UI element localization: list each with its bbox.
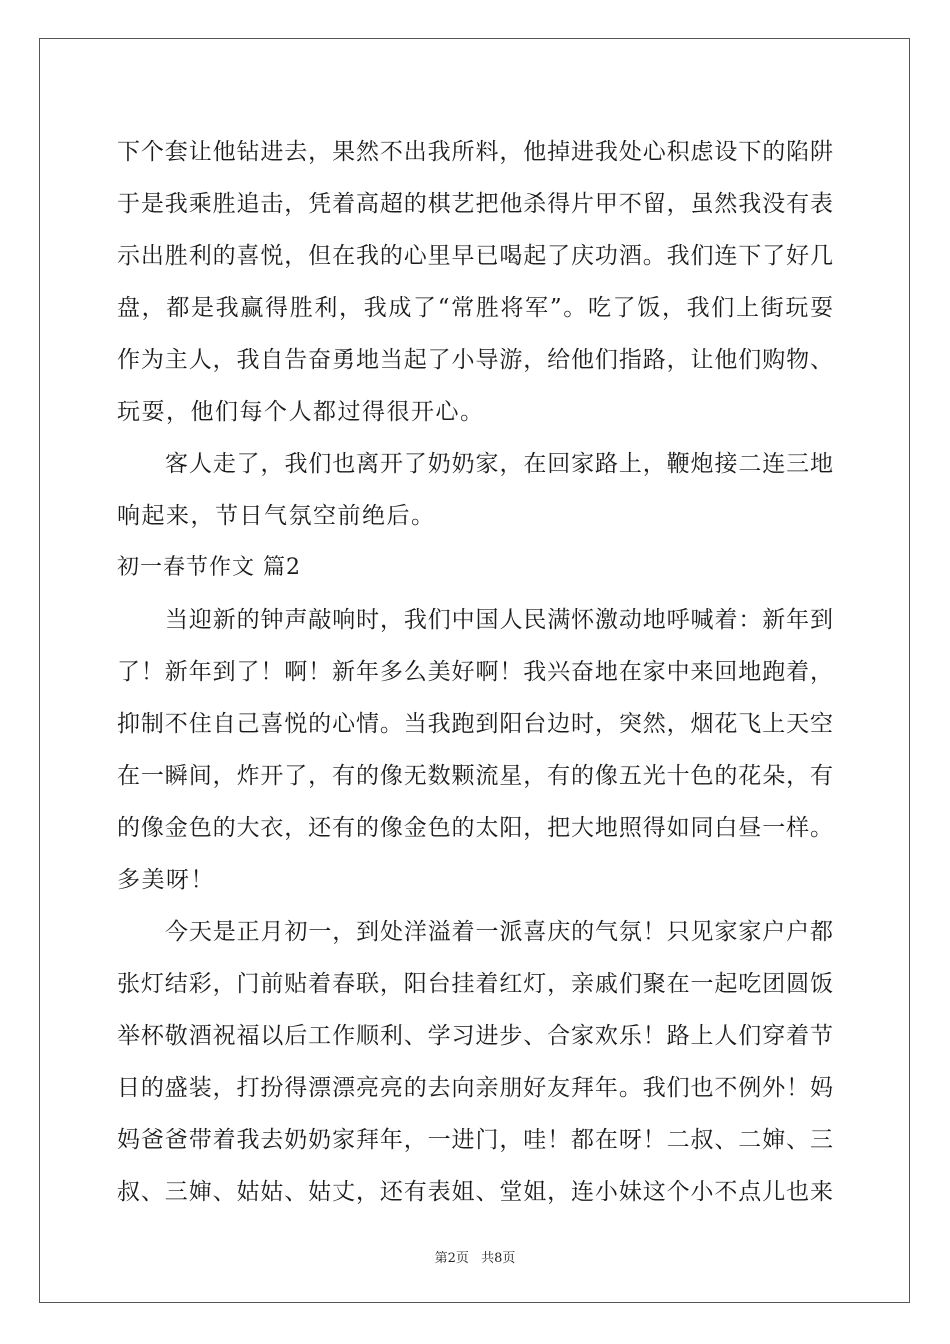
- text-line: 举杯敬酒祝福以后工作顺利、学习进步、合家欢乐！路上人们穿着节: [117, 1023, 833, 1049]
- text-line: 在一瞬间，炸开了，有的像无数颗流星，有的像五光十色的花朵，有: [117, 763, 833, 789]
- text-line: 妈爸爸带着我去奶奶家拜年，一进门，哇！都在呀！二叔、二婶、三: [117, 1127, 833, 1153]
- page-number: 第2页: [434, 1251, 469, 1266]
- text-line: 客人走了，我们也离开了奶奶家，在回家路上，鞭炮接二连三地: [165, 451, 833, 477]
- paragraph-2: [117, 438, 833, 542]
- text-line: 当迎新的钟声敲响时，我们中国人民满怀激动地呼喊着：新年到: [165, 607, 833, 633]
- text-line: 抑制不住自己喜悦的心情。当我跑到阳台边时，突然，烟花飞上天空: [117, 711, 833, 737]
- text-line: 叔、三婶、姑姑、姑丈，还有表姐、堂姐，连小妹这个小不点儿也来: [117, 1179, 833, 1205]
- text-line: 作为主人，我自告奋勇地当起了小导游，给他们指路，让他们购物、: [117, 347, 833, 373]
- page-footer: [0, 1247, 950, 1266]
- text-line: 下个套让他钻进去，果然不出我所料，他掉进我处心积虑设下的陷阱: [117, 139, 833, 165]
- page-total: 共8页: [481, 1251, 516, 1266]
- text-line: 示出胜利的喜悦，但在我的心里早已喝起了庆功酒。我们连下了好几: [117, 243, 833, 269]
- text-line: 了！新年到了！啊！新年多么美好啊！我兴奋地在家中来回地跑着，: [117, 659, 833, 685]
- text-line: 于是我乘胜追击，凭着高超的棋艺把他杀得片甲不留，虽然我没有表: [117, 191, 833, 217]
- text-line: 今天是正月初一，到处洋溢着一派喜庆的气氛！只见家家户户都: [165, 919, 833, 945]
- text-line: 张灯结彩，门前贴着春联，阳台挂着红灯，亲戚们聚在一起吃团圆饭: [117, 971, 833, 997]
- text-line: 玩耍，他们每个人都过得很开心。: [117, 399, 485, 425]
- document-body: [117, 126, 833, 1218]
- text-line: 的像金色的大衣，还有的像金色的太阳，把大地照得如同白昼一样。: [117, 815, 833, 841]
- text-line: 响起来，节日气氛空前绝后。: [117, 503, 436, 529]
- text-line: 多美呀！: [117, 867, 215, 893]
- paragraph-4: [117, 906, 833, 1218]
- paragraph-3: [117, 594, 833, 906]
- text-line: 日的盛装，打扮得漂漂亮亮的去向亲朋好友拜年。我们也不例外！妈: [117, 1075, 833, 1101]
- section-heading: 初一春节作文 篇2: [117, 555, 301, 580]
- paragraph-1: [117, 126, 833, 438]
- text-line: 盘，都是我赢得胜利，我成了“常胜将军”。吃了饭，我们上街玩耍: [117, 295, 833, 321]
